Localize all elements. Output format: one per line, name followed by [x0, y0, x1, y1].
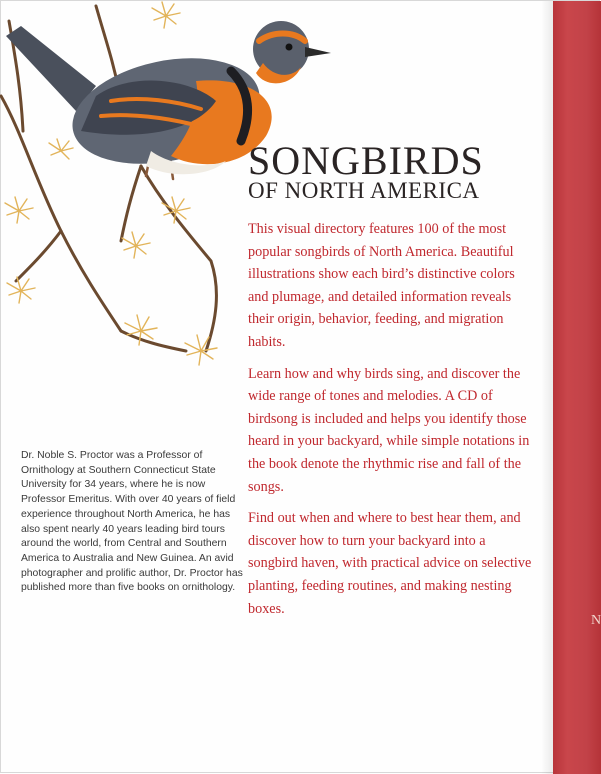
author-bio: Dr. Noble S. Proctor was a Professor of Ornithology at Southern Connecticut State University for 34 years, where he is now Professor Emeritus. With over 40 years of field experience throughout North America, he has also spent nearly 40 years leading bird tours around the world, from Central and Southern America to Australia and New Guinea. An avid photographer and prolific author, Dr. Proctor has published more than five books on ornithology. [21, 450, 243, 594]
bird-beak [305, 47, 331, 57]
description-paragraph: This visual directory features 100 of the most popular songbirds of North America. Beautiful illustrations show each bird’s distinctive colors and plumage, and detailed information reveals their origin, behavior, feeding, and migration habits. [248, 221, 515, 350]
description-paragraph: Find out when and where to best hear them, and discover how to turn your backyard into a songbird haven, with practical advice on selective planting, feeding routines, and making nesting boxes. [248, 510, 532, 617]
bird-eye [286, 44, 293, 51]
book-spine [553, 1, 601, 774]
spine-fold-shadow [541, 1, 553, 774]
book-description [248, 218, 538, 629]
book-subtitle: OF NORTH AMERICA [248, 178, 480, 203]
book-title: SONGBIRDS [248, 138, 484, 183]
spine-letter: N [591, 613, 601, 628]
description-paragraph: Learn how and why birds sing, and discover the wide range of tones and melodies. A CD of birdsong is included and helps you identify those heard in your backyard, while simple notations in the book denote the rhythmic rise and fall of the songs. [248, 365, 530, 495]
